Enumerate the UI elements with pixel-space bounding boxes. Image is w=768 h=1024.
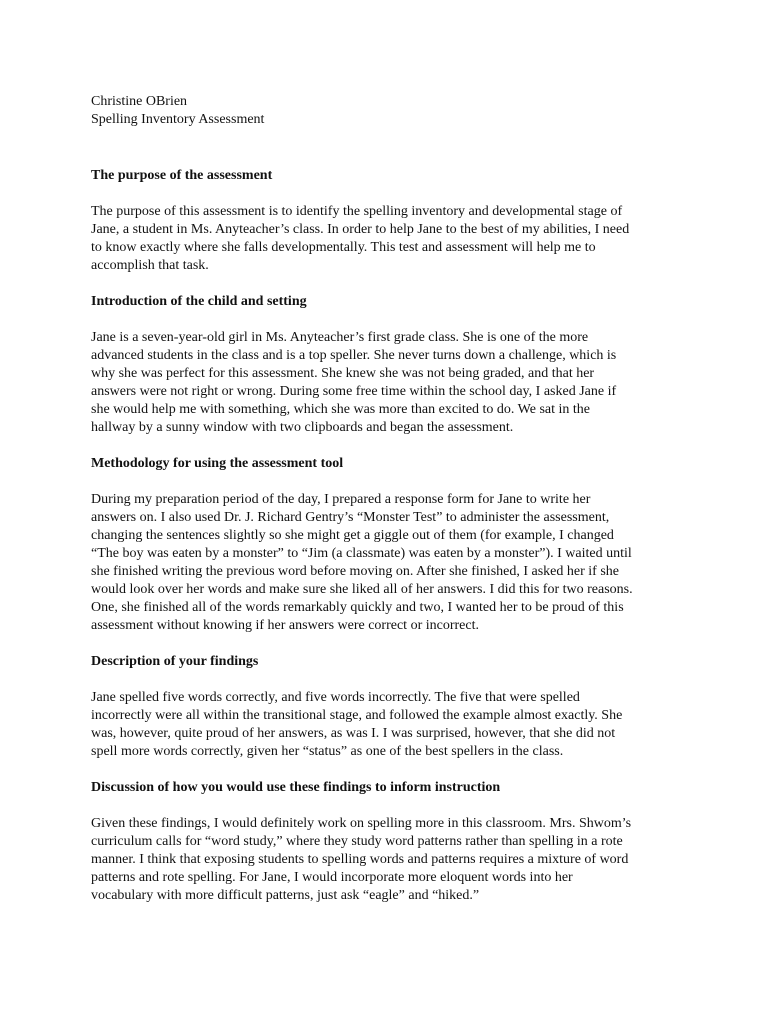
paragraph-line: spell more words correctly, given her “status” as one of the best spellers in the class. <box>91 744 564 759</box>
spacer <box>91 473 681 491</box>
spacer <box>91 761 681 779</box>
paragraph-line: to know exactly where she falls developmentally. This test and assessment will help me to <box>91 240 596 255</box>
paragraph-line: incorrectly were all within the transitional stage, and followed the example almost exactly. She <box>91 708 623 723</box>
paragraph-line: Jane, a student in Ms. Anyteacher’s class. In order to help Jane to the best of my abilities, I need <box>91 222 630 237</box>
paragraph-line: Jane is a seven-year-old girl in Ms. Anyteacher’s first grade class. She is one of the more <box>91 330 589 345</box>
spacer <box>91 129 681 167</box>
section-paragraph <box>91 689 681 761</box>
section-heading: Methodology for using the assessment tool <box>91 456 344 471</box>
paragraph-line: advanced students in the class and is a top speller. She never turns down a challenge, which is <box>91 348 617 363</box>
section-purpose <box>91 167 681 275</box>
spacer <box>91 311 681 329</box>
spacer <box>91 185 681 203</box>
paragraph-line: One, she finished all of the words remarkably quickly and two, I wanted her to be proud of this <box>91 600 624 615</box>
paragraph-line: was, however, quite proud of her answers, as was I. I was surprised, however, that she did not <box>91 726 616 741</box>
section-paragraph <box>91 329 681 437</box>
section-heading: Introduction of the child and setting <box>91 294 307 309</box>
paragraph-line: Given these findings, I would definitely work on spelling more in this classroom. Mrs. Shwom’s <box>91 816 632 831</box>
paragraph-line: why she was perfect for this assessment. She knew she was not being graded, and that her <box>91 366 595 381</box>
paragraph-line: The purpose of this assessment is to identify the spelling inventory and developmental stage of <box>91 204 623 219</box>
paragraph-line: answers on. I also used Dr. J. Richard Gentry’s “Monster Test” to administer the assessment, <box>91 510 610 525</box>
paragraph-line: would look over her words and make sure she liked all of her answers. I did this for two reasons. <box>91 582 633 597</box>
section-heading: The purpose of the assessment <box>91 168 273 183</box>
spacer <box>91 437 681 455</box>
paragraph-line: curriculum calls for “word study,” where they study word patterns rather than spelling in a rote <box>91 834 623 849</box>
spacer <box>91 635 681 653</box>
section-heading: Description of your findings <box>91 654 259 669</box>
section-paragraph <box>91 203 681 275</box>
author-name: Christine OBrien <box>91 94 188 109</box>
section-introduction <box>91 293 681 437</box>
document-body <box>91 93 681 905</box>
document-subtitle: Spelling Inventory Assessment <box>91 112 265 127</box>
section-findings <box>91 653 681 761</box>
paragraph-line: assessment without knowing if her answers were correct or incorrect. <box>91 618 479 633</box>
spacer <box>91 671 681 689</box>
paragraph-line: accomplish that task. <box>91 258 209 273</box>
paragraph-line: changing the sentences slightly so she might get a giggle out of them (for example, I changed <box>91 528 614 543</box>
paragraph-line: vocabulary with more difficult patterns, just ask “eagle” and “hiked.” <box>91 888 480 903</box>
paragraph-line: patterns and rote spelling. For Jane, I would incorporate more eloquent words into her <box>91 870 573 885</box>
paragraph-line: Jane spelled five words correctly, and five words incorrectly. The five that were spelled <box>91 690 580 705</box>
paragraph-line: answers were not right or wrong. During some free time within the school day, I asked Jane if <box>91 384 617 399</box>
section-paragraph <box>91 491 681 635</box>
paragraph-line: she would help me with something, which she was more than excited to do. We sat in the <box>91 402 591 417</box>
paragraph-line: hallway by a sunny window with two clipboards and began the assessment. <box>91 420 514 435</box>
paragraph-line: she finished writing the previous word before moving on. After she finished, I asked her if she <box>91 564 619 579</box>
paragraph-line: “The boy was eaten by a monster” to “Jim (a classmate) was eaten by a monster”). I waited until <box>91 546 632 561</box>
paragraph-line: During my preparation period of the day, I prepared a response form for Jane to write her <box>91 492 591 507</box>
section-heading: Discussion of how you would use these findings to inform instruction <box>91 780 501 795</box>
spacer <box>91 797 681 815</box>
section-methodology <box>91 455 681 635</box>
paragraph-line: manner. I think that exposing students to spelling words and patterns requires a mixture of word <box>91 852 629 867</box>
section-discussion <box>91 779 681 905</box>
section-paragraph <box>91 815 681 905</box>
spacer <box>91 275 681 293</box>
